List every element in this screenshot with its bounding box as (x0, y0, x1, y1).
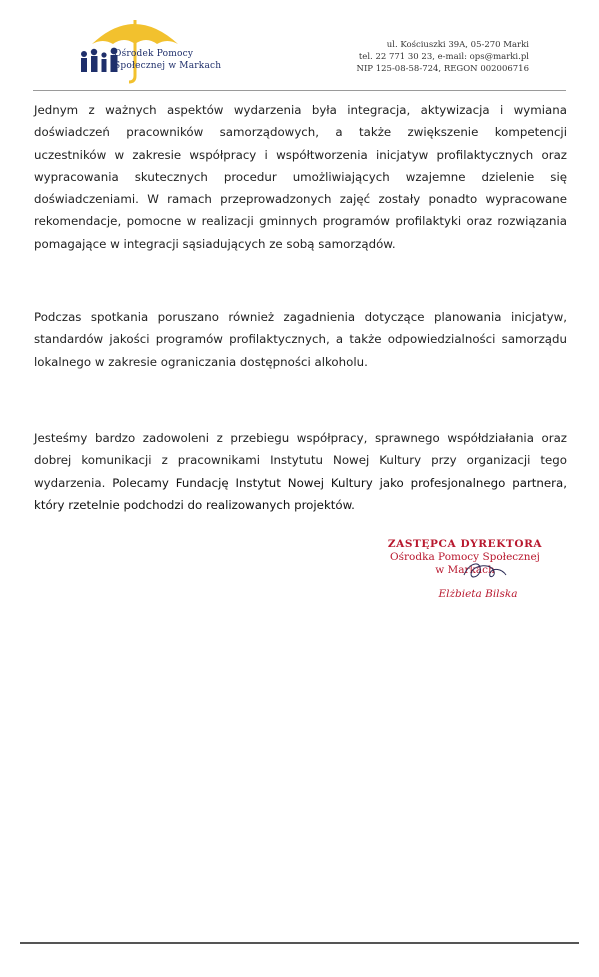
paragraph-3-recommendation: Polecamy Fundację Instytut Nowej Kultury jako profesjonalnego partnera, który rzetelnie podchodzi do realizowanych projektów. (34, 475, 567, 512)
logo-line-1: Ośrodek Pomocy (114, 49, 194, 59)
logo (74, 8, 254, 86)
stamp-title: ZASTĘPCA DYREKTORA (387, 538, 543, 550)
handwritten-signature-icon (460, 557, 510, 585)
phone-email-line: tel. 22 771 30 23, e-mail: ops@marki.pl (358, 52, 529, 62)
paragraph-3-text: Jesteśmy bardzo zadowoleni z przebiegu współpracy, sprawnego współdziałania oraz dobrej komunikacji z pracownikami Instytutu Nowej Kultury przy organizacji tego wydarzenia. (34, 431, 567, 490)
paragraph-3 (34, 427, 567, 516)
footer-divider (20, 942, 579, 944)
umbrella-family-logo-icon (74, 8, 254, 86)
tax-id-line: NIP 125-08-58-724, REGON 002006716 (356, 64, 529, 74)
contact-block (357, 39, 530, 75)
paragraph-2: Podczas spotkania poruszano również zagadnienia dotyczące planowania inicjatyw, standardów jakości programów profilaktycznych, a także odpowiedzialności samorządu lokalnego w zakresie ograniczania dostępności alkoholu. (34, 310, 567, 369)
logo-line-2: Społecznej w Markach (114, 61, 222, 71)
stamp-name: Elżbieta Bilska (438, 588, 518, 600)
logo-text (114, 48, 221, 72)
address-line: ul. Kościuszki 39A, 05-270 Marki (386, 40, 529, 50)
paragraph-1: Jednym z ważnych aspektów wydarzenia była integracja, aktywizacja i wymiana doświadczeń pracowników samorządowych, a także zwiększenie kompetencji uczestników w zakresie współpracy i współtworzenia inicjatyw profilaktycznych oraz wypracowania skutecznych procedur umożliwiających wzajemne dzielenie się doświadczeniami. W ramach przeprowadzonych zajęć zostały ponadto wypracowane rekomendacje, pomocne w realizacji gminnych programów profilaktyki oraz rozwiązania pomagające w integracji sąsiadujących ze sobą samorządów. (34, 103, 567, 251)
stamp-institution: Ośrodka Pomocy Społecznej (390, 551, 540, 563)
stamp-location: w Markach (435, 564, 495, 576)
header-divider (33, 90, 566, 91)
